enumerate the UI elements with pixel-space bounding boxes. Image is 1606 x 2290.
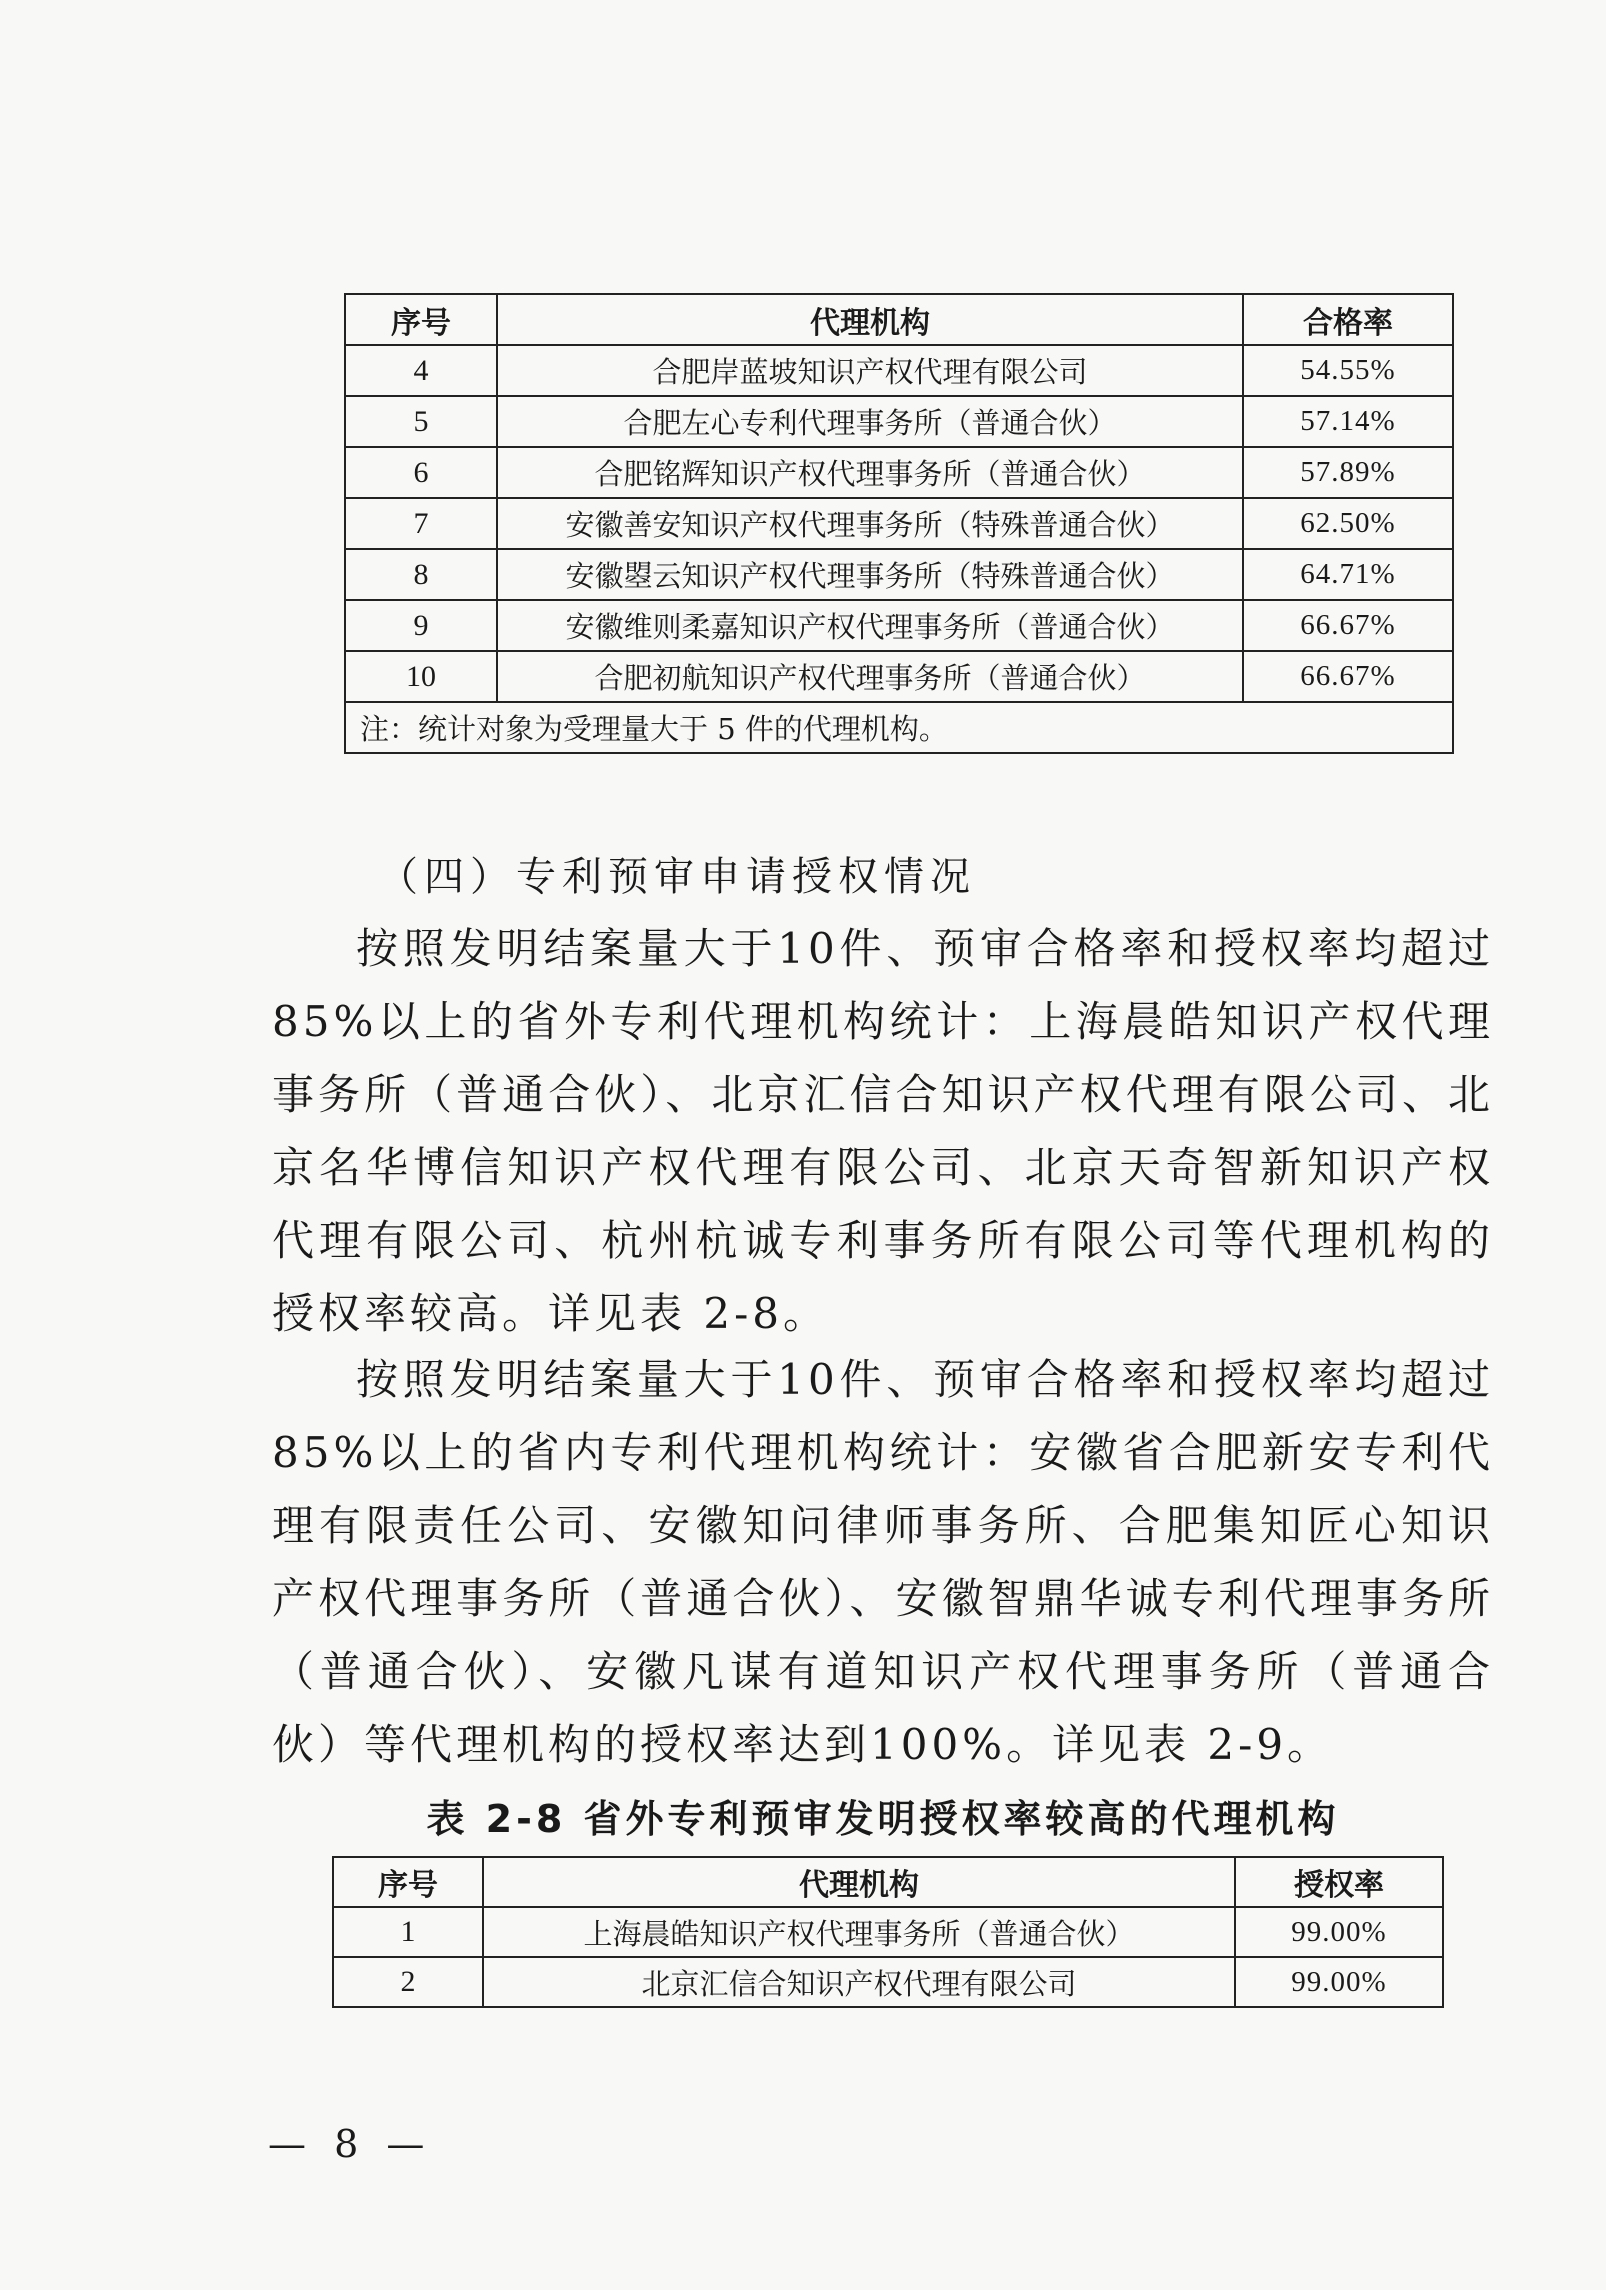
serial-cell: 1 (333, 1907, 483, 1957)
serial-cell: 10 (345, 651, 497, 702)
header-pass-rate: 合格率 (1243, 294, 1453, 345)
agency-cell: 安徽善安知识产权代理事务所（特殊普通合伙） (497, 498, 1243, 549)
serial-cell: 7 (345, 498, 497, 549)
page-number: — 8 — (268, 2122, 433, 2166)
table-row (345, 651, 1453, 702)
header-agency: 代理机构 (497, 294, 1243, 345)
rate-cell: 57.14% (1243, 396, 1453, 447)
serial-cell: 4 (345, 345, 497, 396)
rate-cell: 62.50% (1243, 498, 1453, 549)
agency-cell: 北京汇信合知识产权代理有限公司 (483, 1957, 1235, 2007)
table-row (345, 447, 1453, 498)
serial-cell: 6 (345, 447, 497, 498)
table-note-row (345, 702, 1453, 753)
header-grant-rate: 授权率 (1235, 1857, 1443, 1907)
table-note: 注：统计对象为受理量大于 5 件的代理机构。 (345, 702, 1453, 753)
table-row (333, 1957, 1443, 2007)
agency-cell: 合肥岸蓝坡知识产权代理有限公司 (497, 345, 1243, 396)
agency-cell: 合肥初航知识产权代理事务所（普通合伙） (497, 651, 1243, 702)
agency-pass-rate-table (344, 293, 1454, 754)
agency-grant-rate-table (332, 1856, 1444, 2008)
serial-cell: 9 (345, 600, 497, 651)
rate-cell: 99.00% (1235, 1957, 1443, 2007)
agency-cell: 合肥铭辉知识产权代理事务所（普通合伙） (497, 447, 1243, 498)
agency-cell: 上海晨皓知识产权代理事务所（普通合伙） (483, 1907, 1235, 1957)
table-row (345, 600, 1453, 651)
serial-cell: 2 (333, 1957, 483, 2007)
agency-cell: 安徽曌云知识产权代理事务所（特殊普通合伙） (497, 549, 1243, 600)
rate-cell: 57.89% (1243, 447, 1453, 498)
section-heading: （四）专利预审申请授权情况 (378, 854, 976, 900)
table-row (345, 549, 1453, 600)
table-row (345, 498, 1453, 549)
header-serial: 序号 (345, 294, 497, 345)
agency-cell: 合肥左心专利代理事务所（普通合伙） (497, 396, 1243, 447)
paragraph-in-province: 按照发明结案量大于10件、预审合格率和授权率均超过85%以上的省内专利代理机构统计：安徽省合肥新安专利代理有限责任公司、安徽知问律师事务所、合肥集知匠心知识产权代理事务所（普通合伙）、安徽智鼎华诚专利代理事务所（普通合伙）、安徽凡谋有道知识产权代理事务所（普通合伙）等代理机构的授权率达到100%。详见表 2-9。 (272, 1355, 1494, 1769)
header-agency: 代理机构 (483, 1857, 1235, 1907)
table-row (345, 396, 1453, 447)
rate-cell: 99.00% (1235, 1907, 1443, 1957)
paragraph-out-of-province: 按照发明结案量大于10件、预审合格率和授权率均超过85%以上的省外专利代理机构统计：上海晨皓知识产权代理事务所（普通合伙）、北京汇信合知识产权代理有限公司、北京名华博信知识产权代理有限公司、北京天奇智新知识产权代理有限公司、杭州杭诚专利事务所有限公司等代理机构的授权率较高。详见表 2-8。 (272, 924, 1494, 1338)
serial-cell: 8 (345, 549, 497, 600)
table-header-row (345, 294, 1453, 345)
rate-cell: 66.67% (1243, 651, 1453, 702)
table-header-row (333, 1857, 1443, 1907)
serial-cell: 5 (345, 396, 497, 447)
header-serial: 序号 (333, 1857, 483, 1907)
rate-cell: 66.67% (1243, 600, 1453, 651)
table-caption: 表 2-8 省外专利预审发明授权率较高的代理机构 (426, 1797, 1340, 1841)
agency-cell: 安徽维则柔嘉知识产权代理事务所（普通合伙） (497, 600, 1243, 651)
rate-cell: 64.71% (1243, 549, 1453, 600)
table-row (345, 345, 1453, 396)
table-row (333, 1907, 1443, 1957)
rate-cell: 54.55% (1243, 345, 1453, 396)
